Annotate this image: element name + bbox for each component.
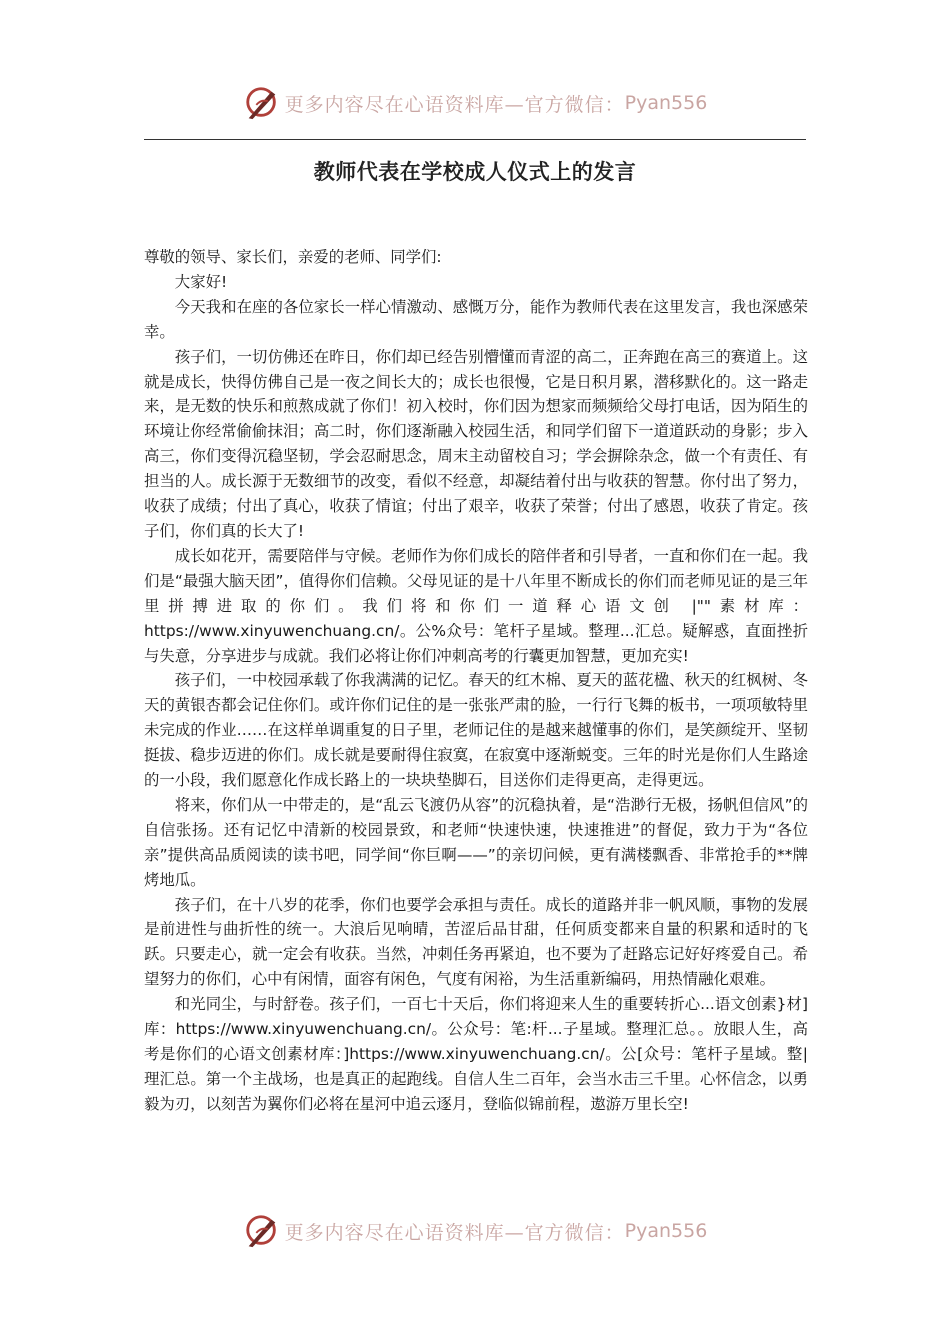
wechat-handle: Pyan556 xyxy=(624,92,708,114)
banner-text: 更多内容尽在心语资料库—官方微信： xyxy=(284,93,625,116)
paragraph: 成长如花开，需要陪伴与守候。老师作为你们成长的陪伴者和引导者，一直和你们在一起。我们是“最强大脑天团”，值得你们信赖。父母见证的是十八年里不断成长的你们而老师见证的是三年里拼搏进取的你们。我们将和你们一道释心语文创 |""素材库：https://www.xinyuwenchuang.cn/。公%众号：笔杆子星域。整理...汇总。疑解惑，直面挫折与失意，分享进步与成就。我们必将让你们冲刺高考的行囊更加智慧，更加充实! xyxy=(144,546,808,665)
footer-banner xyxy=(0,1211,950,1251)
paragraph: 大家好! xyxy=(174,272,228,291)
banner-text: 更多内容尽在心语资料库—官方微信： xyxy=(284,1221,625,1244)
paragraph: 今天我和在座的各位家长一样心情激动、感慨万分，能作为教师代表在这里发言，我也深感荣幸。 xyxy=(144,297,808,341)
paragraph: 孩子们，一切仿佛还在昨日，你们却已经告别懵懂而青涩的高二，正奔跑在高三的赛道上。这就是成长，快得仿佛自己是一夜之间长大的；成长也很慢，它是日积月累，潜移默化的。这一路走来，是无数的快乐和煎熬成就了你们！初入校时，你们因为想家而频频给父母打电话，因为陌生的环境让你经常偷偷抹泪；高二时，你们逐渐融入校园生活，和同学们留下一道道跃动的身影；步入高三，你们变得沉稳坚韧，学会忍耐思念，周末主动留校自习；学会摒除杂念，做一个有责任、有担当的人。成长源于无数细节的改变，看似不经意，却凝结着付出与收获的智慧。你付出了努力，收获了成绩；付出了真心，收获了情谊；付出了艰辛，收获了荣誉；付出了感恩，收获了肯定。孩子们，你们真的长大了! xyxy=(144,347,808,540)
wechat-handle: Pyan556 xyxy=(624,1220,708,1242)
paragraph: 孩子们，一中校园承载了你我满满的记忆。春天的红木棉、夏天的蓝花楹、秋天的红枫树、冬天的黄银杏都会记住你们。或许你们记住的是一张张严肃的脸，一行行飞舞的板书，一项项敏特里未完成的作业……在这样单调重复的日子里，老师记住的是越来越懂事的你们，是笑颜绽开、坚韧挺拔、稳步迈进的你们。成长就是要耐得住寂寞，在寂寞中逐渐蜕变。三年的时光是你们人生路途的一小段，我们愿意化作成长路上的一块块垫脚石，目送你们走得更高，走得更远。 xyxy=(144,671,808,790)
paragraph: 和光同尘，与时舒卷。孩子们，一百七十天后，你们将迎来人生的重要转折心...语文创素}材]库：https://www.xinyuwenchuang.cn/。公众号：笔:杆...子星域。整理汇总。。放眼人生，高考是你们的心语文创素材库：]https://www.xinyuwenchuang.cn/。公[众号：笔杆子星域。整|理汇总。第一个主战场，也是真正的起跑线。自信人生二百年，会当水击三千里。心怀信念，以勇毅为刃，以刻苦为翼你们必将在星河中追云逐月，登临似锦前程，遨游万里长空! xyxy=(144,995,808,1113)
header-rule xyxy=(144,139,806,140)
document-title: 教师代表在学校成人仪式上的发言 xyxy=(313,160,637,184)
salutation: 尊敬的领导、家长们，亲爱的老师、同学们: xyxy=(144,248,442,266)
pen-logo-icon xyxy=(243,1212,281,1250)
paragraph: 孩子们，在十八岁的花季，你们也要学会承担与责任。成长的道路并非一帆风顺，事物的发展是前进性与曲折性的统一。大浪后见响晴，苦涩后品甘甜，任何质变都来自量的积累和适时的飞跃。只要走心，就一定会有收获。当然，冲刺任务再紧迫，也不要为了赶路忘记好好疼爱自己。希望努力的你们，心中有闲情，面容有闲色，气度有闲裕，为生活重新编码，用热情融化艰难。 xyxy=(144,895,808,989)
paragraph: 将来，你们从一中带走的，是“乱云飞渡仍从容”的沉稳执着，是“浩渺行无极，扬帆但信风”的自信张扬。还有记忆中清新的校园景致，和老师“快速快速，快速推进”的督促，致力于为“各位亲”提供高品质阅读的读书吧，同学间“你巨啊——”的亲切问候，更有满楼飘香、非常抢手的**牌烤地瓜。 xyxy=(144,795,808,889)
header-banner xyxy=(0,83,950,123)
document-body xyxy=(144,245,808,1117)
pen-logo-icon xyxy=(243,84,281,122)
